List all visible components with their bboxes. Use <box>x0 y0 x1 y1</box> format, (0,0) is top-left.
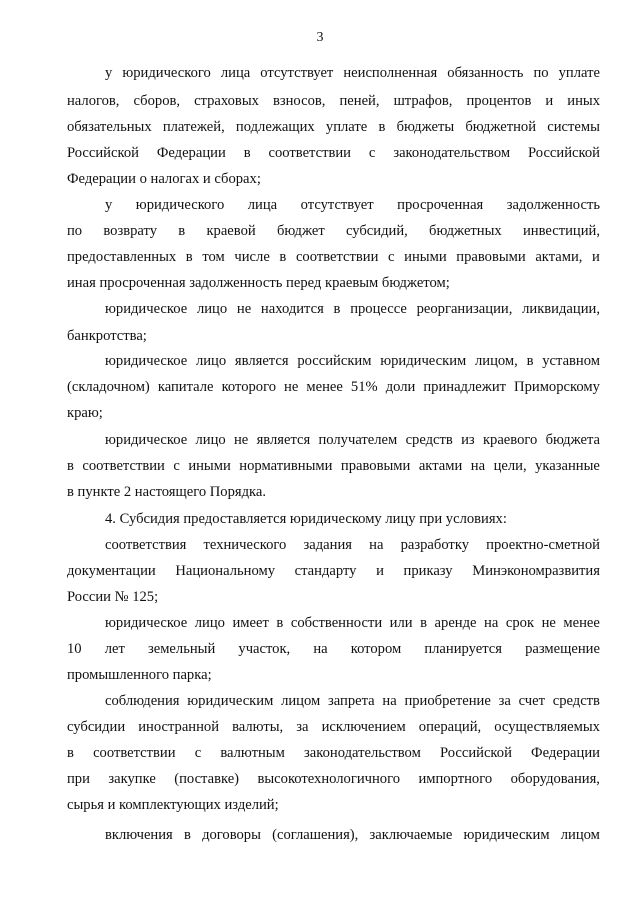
text-line: Российской Федерации в соответствии с законодательством Российской <box>67 145 600 161</box>
text-line: юридическое лицо не является получателем средств из краевого бюджета <box>105 432 600 448</box>
text-line: (складочном) капитале которого не менее 51% доли принадлежит Приморскому <box>67 379 600 395</box>
text-line: при закупке (поставке) высокотехнологичного импортного оборудования, <box>67 771 600 787</box>
text-line: юридическое лицо имеет в собственности или в аренде на срок не менее <box>105 615 600 631</box>
text-line: сырья и комплектующих изделий; <box>67 797 279 813</box>
text-line: иная просроченная задолженность перед краевым бюджетом; <box>67 275 450 291</box>
text-line: налогов, сборов, страховых взносов, пеней, штрафов, процентов и иных <box>67 93 600 109</box>
text-line: краю; <box>67 405 103 421</box>
text-line: России № 125; <box>67 589 159 605</box>
text-line: в соответствии с валютным законодательством Российской Федерации <box>67 745 600 761</box>
text-line: промышленного парка; <box>67 667 212 683</box>
text-line: Федерации о налогах и сборах; <box>67 171 261 187</box>
text-line: обязательных платежей, подлежащих уплате в бюджеты бюджетной системы <box>67 119 600 135</box>
text-line: в соответствии с иными нормативными правовыми актами на цели, указанные <box>67 458 600 474</box>
text-line: юридическое лицо является российским юридическим лицом, в уставном <box>105 353 600 369</box>
page-number: 3 <box>316 30 324 45</box>
text-line: банкротства; <box>67 328 147 344</box>
text-line: предоставленных в том числе в соответствии с иными правовыми актами, и <box>67 249 600 265</box>
text-line: субсидии иностранной валюты, за исключением операций, осуществляемых <box>67 719 600 735</box>
text-line: юридическое лицо не находится в процессе реорганизации, ликвидации, <box>105 301 600 317</box>
text-line: соответствия технического задания на разработку проектно-сметной <box>105 537 600 553</box>
text-line: 4. Субсидия предоставляется юридическому лицу при условиях: <box>105 511 507 527</box>
text-line: документации Национальному стандарту и приказу Минэкономразвития <box>67 563 600 579</box>
text-line: соблюдения юридическим лицом запрета на приобретение за счет средств <box>105 693 600 709</box>
text-line: у юридического лица отсутствует неисполненная обязанность по уплате <box>105 65 600 81</box>
text-line: 10 лет земельный участок, на котором планируется размещение <box>67 641 600 657</box>
text-line: включения в договоры (соглашения), заключаемые юридическим лицом <box>105 827 600 843</box>
text-line: у юридического лица отсутствует просроченная задолженность <box>105 197 600 213</box>
text-line: по возврату в краевой бюджет субсидий, бюджетных инвестиций, <box>67 223 600 239</box>
text-line: в пункте 2 настоящего Порядка. <box>67 484 267 500</box>
